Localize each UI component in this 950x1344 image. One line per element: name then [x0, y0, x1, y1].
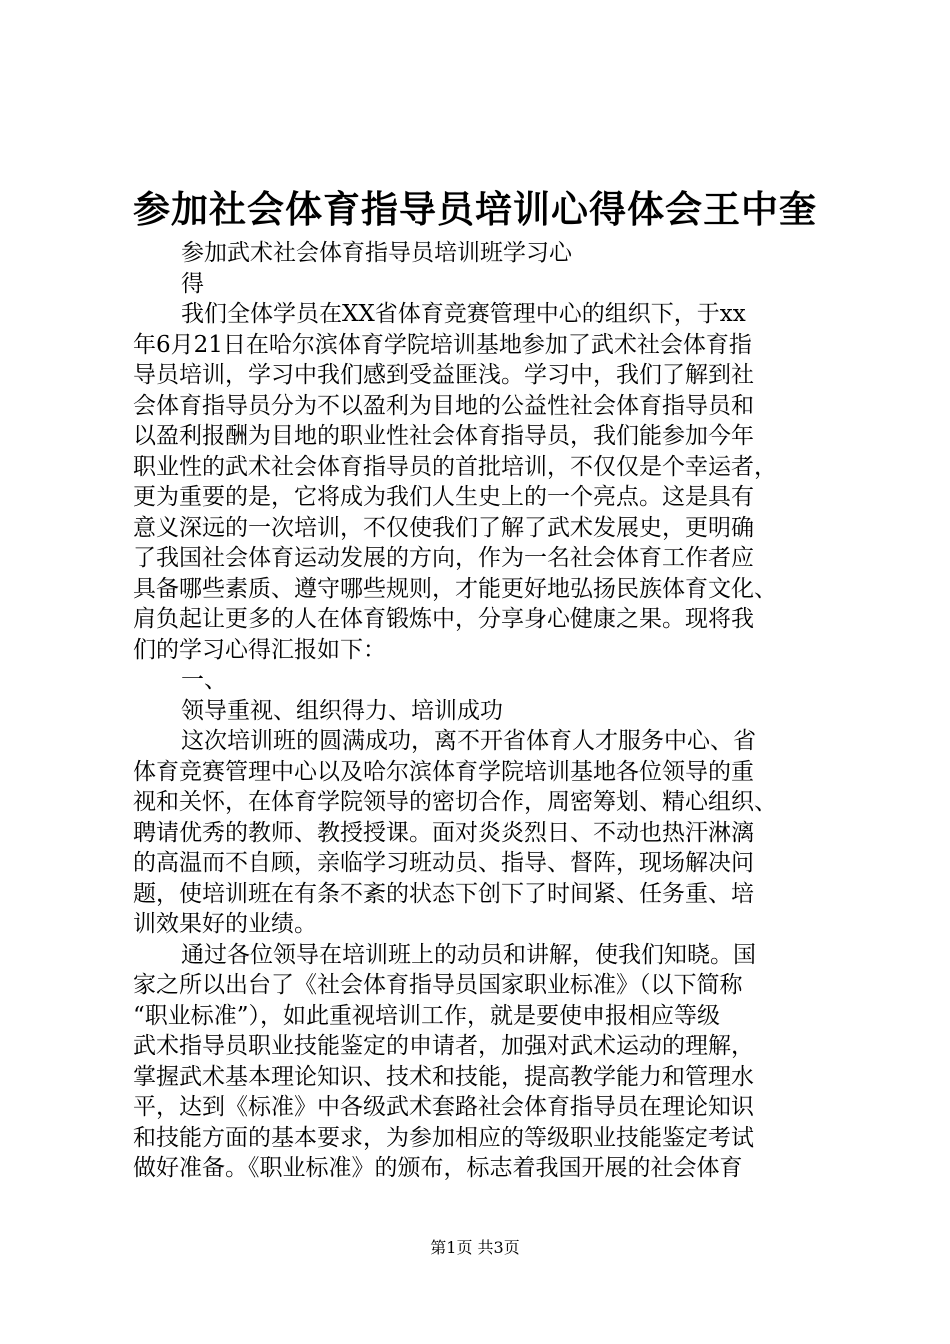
body-line: 们的学习心得汇报如下： — [133, 636, 386, 663]
body-line: 和技能方面的基本要求，为参加相应的等级职业技能鉴定考试 — [133, 1124, 754, 1151]
body-line: 参加武术社会体育指导员培训班学习心 — [181, 240, 572, 266]
body-line: 一、 — [181, 667, 227, 693]
body-line: 家之所以出台了《社会体育指导员国家职业标准》（以下简称 — [133, 972, 743, 998]
document-body — [133, 238, 833, 1184]
body-line: 具备哪些素质、遵守哪些规则，才能更好地弘扬民族体育文化、 — [133, 575, 777, 602]
body-line: 掌握武术基本理论知识、技术和技能，提高教学能力和管理水 — [133, 1063, 754, 1090]
body-line: 年6月21日在哈尔滨体育学院培训基地参加了武术社会体育指 — [133, 331, 752, 358]
body-line: “职业标准”），如此重视培训工作，就是要使申报相应等级 — [133, 1002, 721, 1029]
body-line: 聘请优秀的教师、教授授课。面对炎炎烈日、不动也热汗淋漓 — [133, 819, 754, 846]
body-line: 我们全体学员在XX省体育竞赛管理中心的组织下，于xx — [181, 301, 746, 327]
body-line: 意义深远的一次培训，不仅使我们了解了武术发展史，更明确 — [133, 514, 754, 541]
body-line: 训效果好的业绩。 — [133, 911, 317, 937]
page-footer: 第1页 共3页 — [430, 1238, 520, 1257]
body-line: 会体育指导员分为不以盈利为目地的公益性社会体育指导员和 — [133, 392, 754, 419]
body-line: 通过各位领导在培训班上的动员和讲解，使我们知晓。国 — [181, 941, 756, 968]
body-line: 视和关怀，在体育学院领导的密切合作，周密筹划、精心组织、 — [133, 789, 777, 815]
body-line: 题，使培训班在有条不紊的状态下创下了时间紧、任务重、培 — [133, 880, 754, 907]
document-title: 参加社会体育指导员培训心得体会王中奎 — [133, 187, 817, 231]
body-line: 职业性的武术社会体育指导员的首批培训，不仅仅是个幸运者， — [133, 453, 777, 480]
body-line: 武术指导员职业技能鉴定的申请者，加强对武术运动的理解， — [133, 1033, 754, 1059]
body-line: 体育竞赛管理中心以及哈尔滨体育学院培训基地各位领导的重 — [133, 758, 754, 785]
body-line: 平，达到《标准》中各级武术套路社会体育指导员在理论知识 — [133, 1094, 754, 1120]
body-line: 得 — [181, 270, 204, 297]
body-line: 以盈利报酬为目地的职业性社会体育指导员，我们能参加今年 — [133, 423, 754, 449]
body-line: 领导重视、组织得力、培训成功 — [181, 697, 503, 724]
body-line: 了我国社会体育运动发展的方向，作为一名社会体育工作者应 — [133, 545, 754, 571]
body-line: 的高温而不自顾，亲临学习班动员、指导、督阵，现场解决问 — [133, 850, 754, 876]
body-line: 这次培训班的圆满成功，离不开省体育人才服务中心、省 — [181, 728, 756, 754]
body-line: 做好准备。《职业标准》的颁布，标志着我国开展的社会体育 — [133, 1155, 743, 1181]
body-line: 导员培训，学习中我们感到受益匪浅。学习中，我们了解到社 — [133, 362, 754, 388]
body-line: 肩负起让更多的人在体育锻炼中，分享身心健康之果。现将我 — [133, 606, 754, 632]
body-line: 更为重要的是，它将成为我们人生史上的一个亮点。这是具有 — [133, 484, 754, 510]
